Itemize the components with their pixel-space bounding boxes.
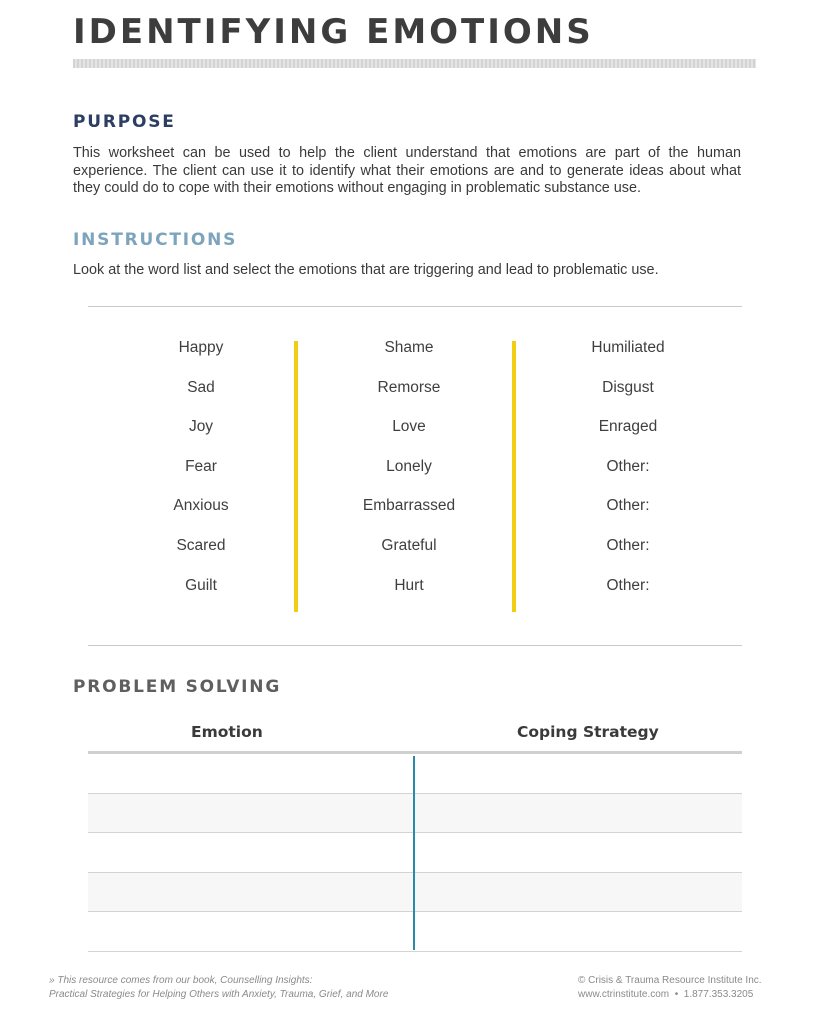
instructions-text: Look at the word list and select the emotions that are triggering and lead to problematic use. bbox=[73, 262, 659, 278]
yellow-column-divider bbox=[512, 341, 516, 612]
emotion-word[interactable]: Embarrassed bbox=[362, 497, 456, 515]
emotion-word[interactable]: Love bbox=[392, 418, 426, 436]
word-column-2 bbox=[309, 337, 509, 614]
emotion-word-other[interactable]: Other: bbox=[606, 576, 650, 594]
footer-separator: • bbox=[674, 989, 679, 1000]
emotion-word[interactable]: Fear bbox=[185, 457, 217, 475]
emotion-word[interactable]: Grateful bbox=[381, 536, 437, 554]
emotion-word[interactable]: Shame bbox=[384, 339, 434, 356]
footer-book-line-1: » This resource comes from our book, Counselling Insights: bbox=[49, 975, 313, 986]
table-row[interactable] bbox=[88, 754, 742, 794]
emotion-word[interactable]: Anxious bbox=[173, 497, 229, 515]
emotion-word[interactable]: Joy bbox=[188, 418, 214, 436]
footer-book-credit bbox=[49, 974, 388, 1002]
footer-phone: 1.877.353.3205 bbox=[683, 989, 754, 1000]
footer-copyright: © Crisis & Trauma Resource Institute Inc. bbox=[578, 975, 762, 986]
table-row[interactable] bbox=[88, 794, 742, 834]
table-header-emotion: Emotion bbox=[191, 723, 263, 741]
word-list-top-rule bbox=[88, 306, 742, 307]
emotion-word[interactable]: Sad bbox=[187, 378, 215, 396]
emotion-word-other[interactable]: Other: bbox=[606, 536, 650, 554]
emotion-word[interactable]: Scared bbox=[176, 536, 226, 554]
purpose-heading: PURPOSE bbox=[73, 112, 176, 132]
emotion-word-other[interactable]: Other: bbox=[606, 457, 650, 475]
problem-solving-heading: PROBLEM SOLVING bbox=[73, 677, 282, 697]
purpose-text: This worksheet can be used to help the client understand that emotions are part of the human experience. The client can use it to identify what their emotions are and to generate ideas about what they could do to cope with their emotions without engaging in problematic substance use. bbox=[73, 145, 741, 196]
word-column-1 bbox=[101, 337, 301, 614]
emotion-word[interactable]: Happy bbox=[178, 339, 224, 356]
emotion-word[interactable]: Guilt bbox=[185, 576, 217, 594]
footer-contact bbox=[578, 988, 762, 1002]
footer-website-link[interactable]: www.ctrinstitute.com bbox=[578, 989, 670, 1000]
emotion-word[interactable]: Remorse bbox=[377, 378, 441, 396]
emotion-word[interactable]: Lonely bbox=[386, 457, 432, 475]
instructions-heading: INSTRUCTIONS bbox=[73, 230, 238, 250]
word-list-bottom-rule bbox=[88, 645, 742, 646]
table-row[interactable] bbox=[88, 833, 742, 873]
word-column-3 bbox=[528, 337, 728, 614]
table-header-coping-strategy: Coping Strategy bbox=[517, 723, 659, 741]
table-column-divider bbox=[413, 756, 415, 950]
footer-book-line-2: Practical Strategies for Helping Others with Anxiety, Trauma, Grief, and More bbox=[49, 989, 389, 1000]
emotion-word[interactable]: Disgust bbox=[602, 378, 654, 396]
title-underline bbox=[73, 59, 756, 68]
yellow-column-divider bbox=[294, 341, 298, 612]
footer-publisher bbox=[578, 974, 762, 1002]
emotion-word[interactable]: Enraged bbox=[598, 418, 658, 436]
emotion-word-other[interactable]: Other: bbox=[606, 497, 650, 515]
table-row[interactable] bbox=[88, 912, 742, 952]
problem-solving-table bbox=[88, 754, 742, 952]
emotion-word[interactable]: Humiliated bbox=[591, 339, 665, 356]
page-title: IDENTIFYING EMOTIONS bbox=[73, 12, 594, 52]
table-row[interactable] bbox=[88, 873, 742, 913]
emotion-word[interactable]: Hurt bbox=[394, 576, 424, 594]
